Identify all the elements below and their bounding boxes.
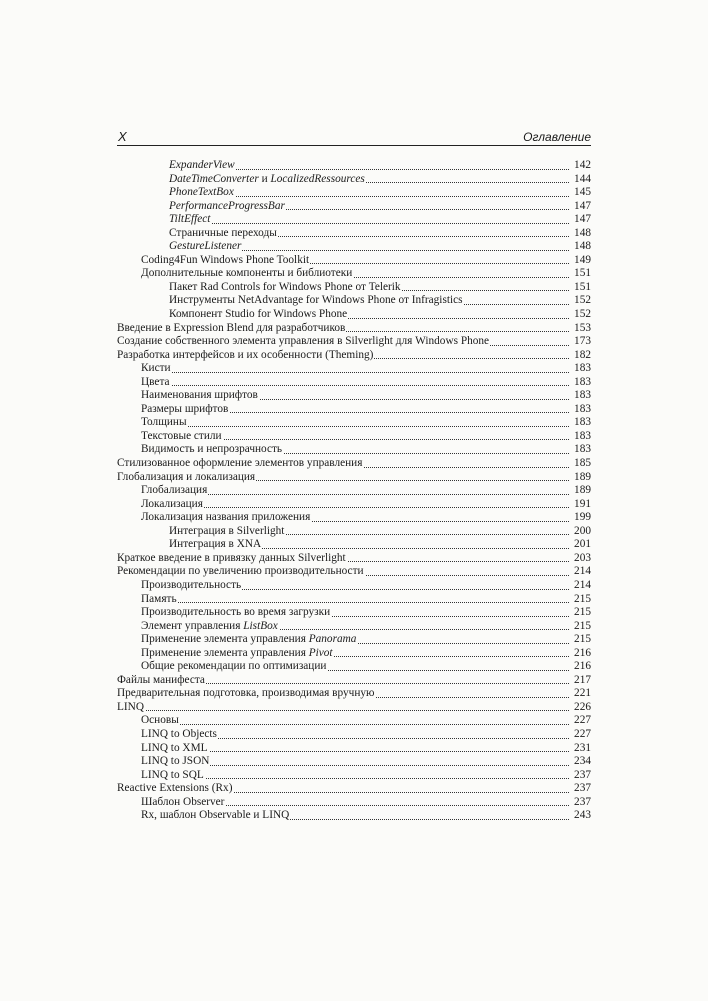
toc-entry [117,606,591,620]
toc-entry-page: 203 [574,551,591,564]
toc-entry-title-segment: Применение элемента управления [141,633,309,646]
toc-entry [117,782,591,796]
toc-entry-title [141,796,225,810]
toc-entry-title-segment: PerformanceProgressBar [169,199,285,212]
header-section-title: Оглавление [523,130,591,144]
toc-entry-title [141,633,357,647]
toc-entry [117,701,591,715]
toc-entry [117,538,591,552]
toc-entry-page: 200 [574,524,591,537]
toc-entry-title [169,308,348,322]
toc-entry-title-segment: Рекомендации по увеличению производительности [117,565,364,578]
toc-entry-title-segment: Наименования шрифтов [141,389,258,402]
toc-entry-page: 144 [574,172,591,185]
toc-entry-title-segment: Reactive Extensions (Rx) [117,782,233,795]
toc-entry [117,796,591,810]
toc-entry [117,389,591,403]
toc-entry-page: 237 [574,795,591,808]
toc-entry-page: 183 [574,375,591,388]
toc-entry-page: 216 [574,660,591,673]
toc-entry-title [117,552,347,566]
toc-entry-title-segment: LINQ [117,700,144,713]
toc-entry-title [169,240,242,254]
toc-entry-page: 148 [574,226,591,239]
toc-entry [117,755,591,769]
toc-entry [117,471,591,485]
toc-entry-title [141,267,353,281]
toc-entry [117,742,591,756]
toc-entry-title-segment: Локализация названия приложения [141,511,311,524]
toc-entry-title [141,755,210,769]
toc-entry-title-segment: Производительность во время загрузки [141,606,331,619]
toc-entry-title [117,335,490,349]
toc-entry [117,349,591,363]
toc-entry-title [117,687,375,701]
dot-leader [141,425,569,427]
toc-entry-page: 237 [574,782,591,795]
toc-entry [117,565,591,579]
toc-entry [117,240,591,254]
toc-entry-title-segment: Предварительная подготовка, производимая вручную [117,687,375,700]
dot-leader [141,601,569,603]
toc-entry-page: 151 [574,280,591,293]
toc-entry [117,173,591,187]
toc-entry-title-segment: Применение элемента управления [141,646,309,659]
toc-entry-page: 217 [574,673,591,686]
toc-entry-title [141,579,242,593]
toc-entry [117,213,591,227]
toc-entry-title-segment: Файлы манифеста [117,673,205,686]
toc-entry-title-segment: Panorama [308,633,357,646]
toc-entry-title [141,769,205,783]
toc-entry-title [141,254,310,268]
dot-leader [141,371,569,373]
toc-entry-title-segment: Локализация [141,497,203,510]
toc-entry [117,335,591,349]
toc-entry-title-segment: Глобализация [141,484,208,497]
toc-entry-title-segment: Толщины [141,416,187,429]
toc-entry-title-segment: LocalizedRessources [270,172,365,185]
toc-entry-title [117,457,363,471]
toc-entry-title [141,389,259,403]
toc-entry-title-segment: Кисти [141,362,171,375]
toc-entry [117,430,591,444]
toc-entry-page: 237 [574,768,591,781]
toc-entry [117,552,591,566]
toc-entry-title [141,593,178,607]
toc-entry-title [169,159,236,173]
toc-entry-title [117,782,233,796]
dot-leader [141,777,569,779]
toc-entry [117,809,591,823]
toc-entry-page: 147 [574,213,591,226]
toc-entry [117,267,591,281]
toc-entry-title-segment: Глобализация и локализация [117,470,256,483]
toc-entry-title-segment: LINQ to XML [141,741,208,754]
toc-entry [117,728,591,742]
toc-entry-page: 226 [574,700,591,713]
toc-entry-title [141,660,327,674]
toc-entry-title-segment: ListBox [243,619,278,632]
toc-entry [117,159,591,173]
toc-entry [117,362,591,376]
toc-entry-page: 215 [574,619,591,632]
toc-entry [117,593,591,607]
toc-entry-title [141,376,171,390]
toc-entry-title-segment: Пакет Rad Controls for Windows Phone от Telerik [169,280,401,293]
toc-entry-page: 183 [574,429,591,442]
toc-entry-page: 215 [574,606,591,619]
toc-entry-page: 231 [574,741,591,754]
toc-entry-page: 149 [574,253,591,266]
toc-entry [117,660,591,674]
toc-entry [117,322,591,336]
toc-entry-title-segment: Разработка интерфейсов и их особенности (Theming) [117,348,374,361]
toc-entry-page: 221 [574,687,591,700]
toc-entry-page: 148 [574,240,591,253]
toc-entry-title-segment: ExpanderView [169,159,235,171]
toc-entry [117,769,591,783]
toc-entry [117,294,591,308]
toc-entry-title-segment: PhoneTextBox [169,186,234,199]
toc-entry-title-segment: Компонент Studio for Windows Phone [169,308,348,321]
dot-leader [169,222,569,224]
toc-entry-title [141,498,204,512]
toc-entry-title-segment: Pivot [308,646,333,659]
toc-entry-title-segment: Стилизованное оформление элементов управления [117,457,363,470]
toc-entry-title [141,647,334,661]
toc-entry [117,687,591,701]
toc-entry-page: 191 [574,497,591,510]
toc-entry-page: 199 [574,511,591,524]
toc-entry-title [169,538,262,552]
toc-entry-title [117,565,365,579]
toc-entry-page: 183 [574,443,591,456]
toc-entry-title-segment: Размеры шрифтов [141,402,229,415]
toc-entry-page: 183 [574,389,591,402]
toc-entry-page: 145 [574,186,591,199]
toc-entry-title-segment: Страничные переходы [169,226,277,239]
toc-entry-page: 147 [574,199,591,212]
toc-entry [117,254,591,268]
toc-entry-title-segment: GestureListener [169,240,242,253]
toc-entry-title [169,200,286,214]
toc-entry-title-segment: Rx, шаблон Observable и LINQ [141,809,290,822]
toc-entry [117,579,591,593]
toc-entry-page: 189 [574,484,591,497]
toc-entry-title [169,525,285,539]
toc-entry [117,647,591,661]
toc-entry-page: 234 [574,755,591,768]
toc-entry-title-segment: Краткое введение в привязку данных Silverlight [117,551,346,564]
toc-entry [117,457,591,471]
toc-entry-title-segment: DateTimeConverter [169,172,259,185]
toc-entry-title-segment: Общие рекомендации по оптимизации [141,660,327,673]
toc-entry-title-segment: Элемент управления [141,619,244,632]
toc-entry-title-segment: Создание собственного элемента управления в Silverlight для Windows Phone [117,335,490,348]
toc-entry-page: 152 [574,294,591,307]
toc-entry-title-segment: Шаблон Observer [141,795,225,808]
running-header [117,131,591,146]
toc-entry-title-segment: Производительность [141,578,242,591]
toc-entry [117,498,591,512]
toc-entry-title [169,213,211,227]
toc-entry [117,633,591,647]
toc-entry-page: 227 [574,714,591,727]
toc-entry-title [141,430,223,444]
toc-entry-title-segment: Интеграция в Silverlight [169,524,285,537]
toc-entry-title [141,443,283,457]
dot-leader [141,384,569,386]
toc-entry-title [141,484,208,498]
dot-leader [141,506,569,508]
toc-entry-page: 173 [574,335,591,348]
toc-entry [117,200,591,214]
toc-entry-title-segment: и [258,172,271,185]
toc-entry-title-segment: Дополнительные компоненты и библиотеки [141,267,353,280]
toc-entry-page: 216 [574,646,591,659]
toc-entry-page: 214 [574,565,591,578]
toc-entry-page: 152 [574,308,591,321]
toc-entry-title-segment: Текстовые стили [141,429,222,442]
toc-entry [117,281,591,295]
toc-entry-title [169,227,278,241]
toc-entry [117,620,591,634]
table-of-contents [117,159,591,823]
toc-entry-title [141,728,218,742]
toc-entry [117,714,591,728]
dot-leader [141,723,569,725]
toc-entry-page: 227 [574,727,591,740]
toc-entry-page: 215 [574,592,591,605]
toc-entry-title-segment: Инструменты NetAdvantage for Windows Phone от Infragistics [169,294,463,307]
toc-entry [117,443,591,457]
toc-entry-title-segment: Видимость и непрозрачность [141,443,283,456]
toc-entry-title [169,294,464,308]
toc-entry-title [141,809,290,823]
toc-entry-title-segment: LINQ to SQL [141,768,204,781]
toc-entry-page: 215 [574,633,591,646]
toc-entry-title [141,606,331,620]
toc-entry-title [117,701,145,715]
toc-entry-page: 182 [574,348,591,361]
toc-entry-title-segment: Память [141,592,177,605]
toc-entry-title [141,511,311,525]
toc-entry [117,186,591,200]
toc-entry-page: 189 [574,470,591,483]
toc-entry-title [141,742,209,756]
toc-entry-title-segment: Интеграция в XNA [169,538,262,551]
toc-entry-title [117,322,346,336]
toc-entry [117,525,591,539]
toc-entry [117,511,591,525]
toc-entry-title-segment: Основы [141,714,179,727]
toc-entry-title [141,362,172,376]
toc-entry-title [141,403,229,417]
header-page-number: X [118,129,127,144]
toc-entry-title-segment: Введение в Expression Blend для разработчиков [117,321,346,334]
toc-entry-title-segment: LINQ to Objects [141,727,217,740]
toc-entry [117,308,591,322]
toc-entry-title-segment: LINQ to JSON [141,755,210,768]
toc-entry-page: 214 [574,578,591,591]
toc-entry [117,416,591,430]
toc-entry-title-segment: Coding4Fun Windows Phone Toolkit [141,253,310,266]
toc-entry-page: 243 [574,809,591,822]
toc-entry-page: 183 [574,402,591,415]
toc-entry [117,484,591,498]
toc-entry-page: 153 [574,321,591,334]
toc-entry [117,227,591,241]
toc-entry-title [169,173,366,187]
toc-entry-title [141,416,188,430]
toc-entry-title [117,674,206,688]
toc-entry-page: 142 [574,159,591,171]
toc-entry-page: 183 [574,416,591,429]
toc-entry-title [169,186,235,200]
toc-entry-title [117,349,374,363]
dot-leader [117,709,569,711]
toc-entry-title-segment: Цвета [141,375,170,388]
toc-entry-page: 185 [574,457,591,470]
toc-entry-page: 183 [574,362,591,375]
toc-entry-title [169,281,402,295]
toc-entry-title [141,714,180,728]
toc-entry-page: 201 [574,538,591,551]
toc-entry-title [141,620,279,634]
toc-entry-title [117,471,256,485]
toc-entry-title-segment: TiltEffect [169,213,211,226]
toc-entry [117,674,591,688]
toc-entry-page: 151 [574,267,591,280]
toc-entry [117,403,591,417]
toc-entry [117,376,591,390]
